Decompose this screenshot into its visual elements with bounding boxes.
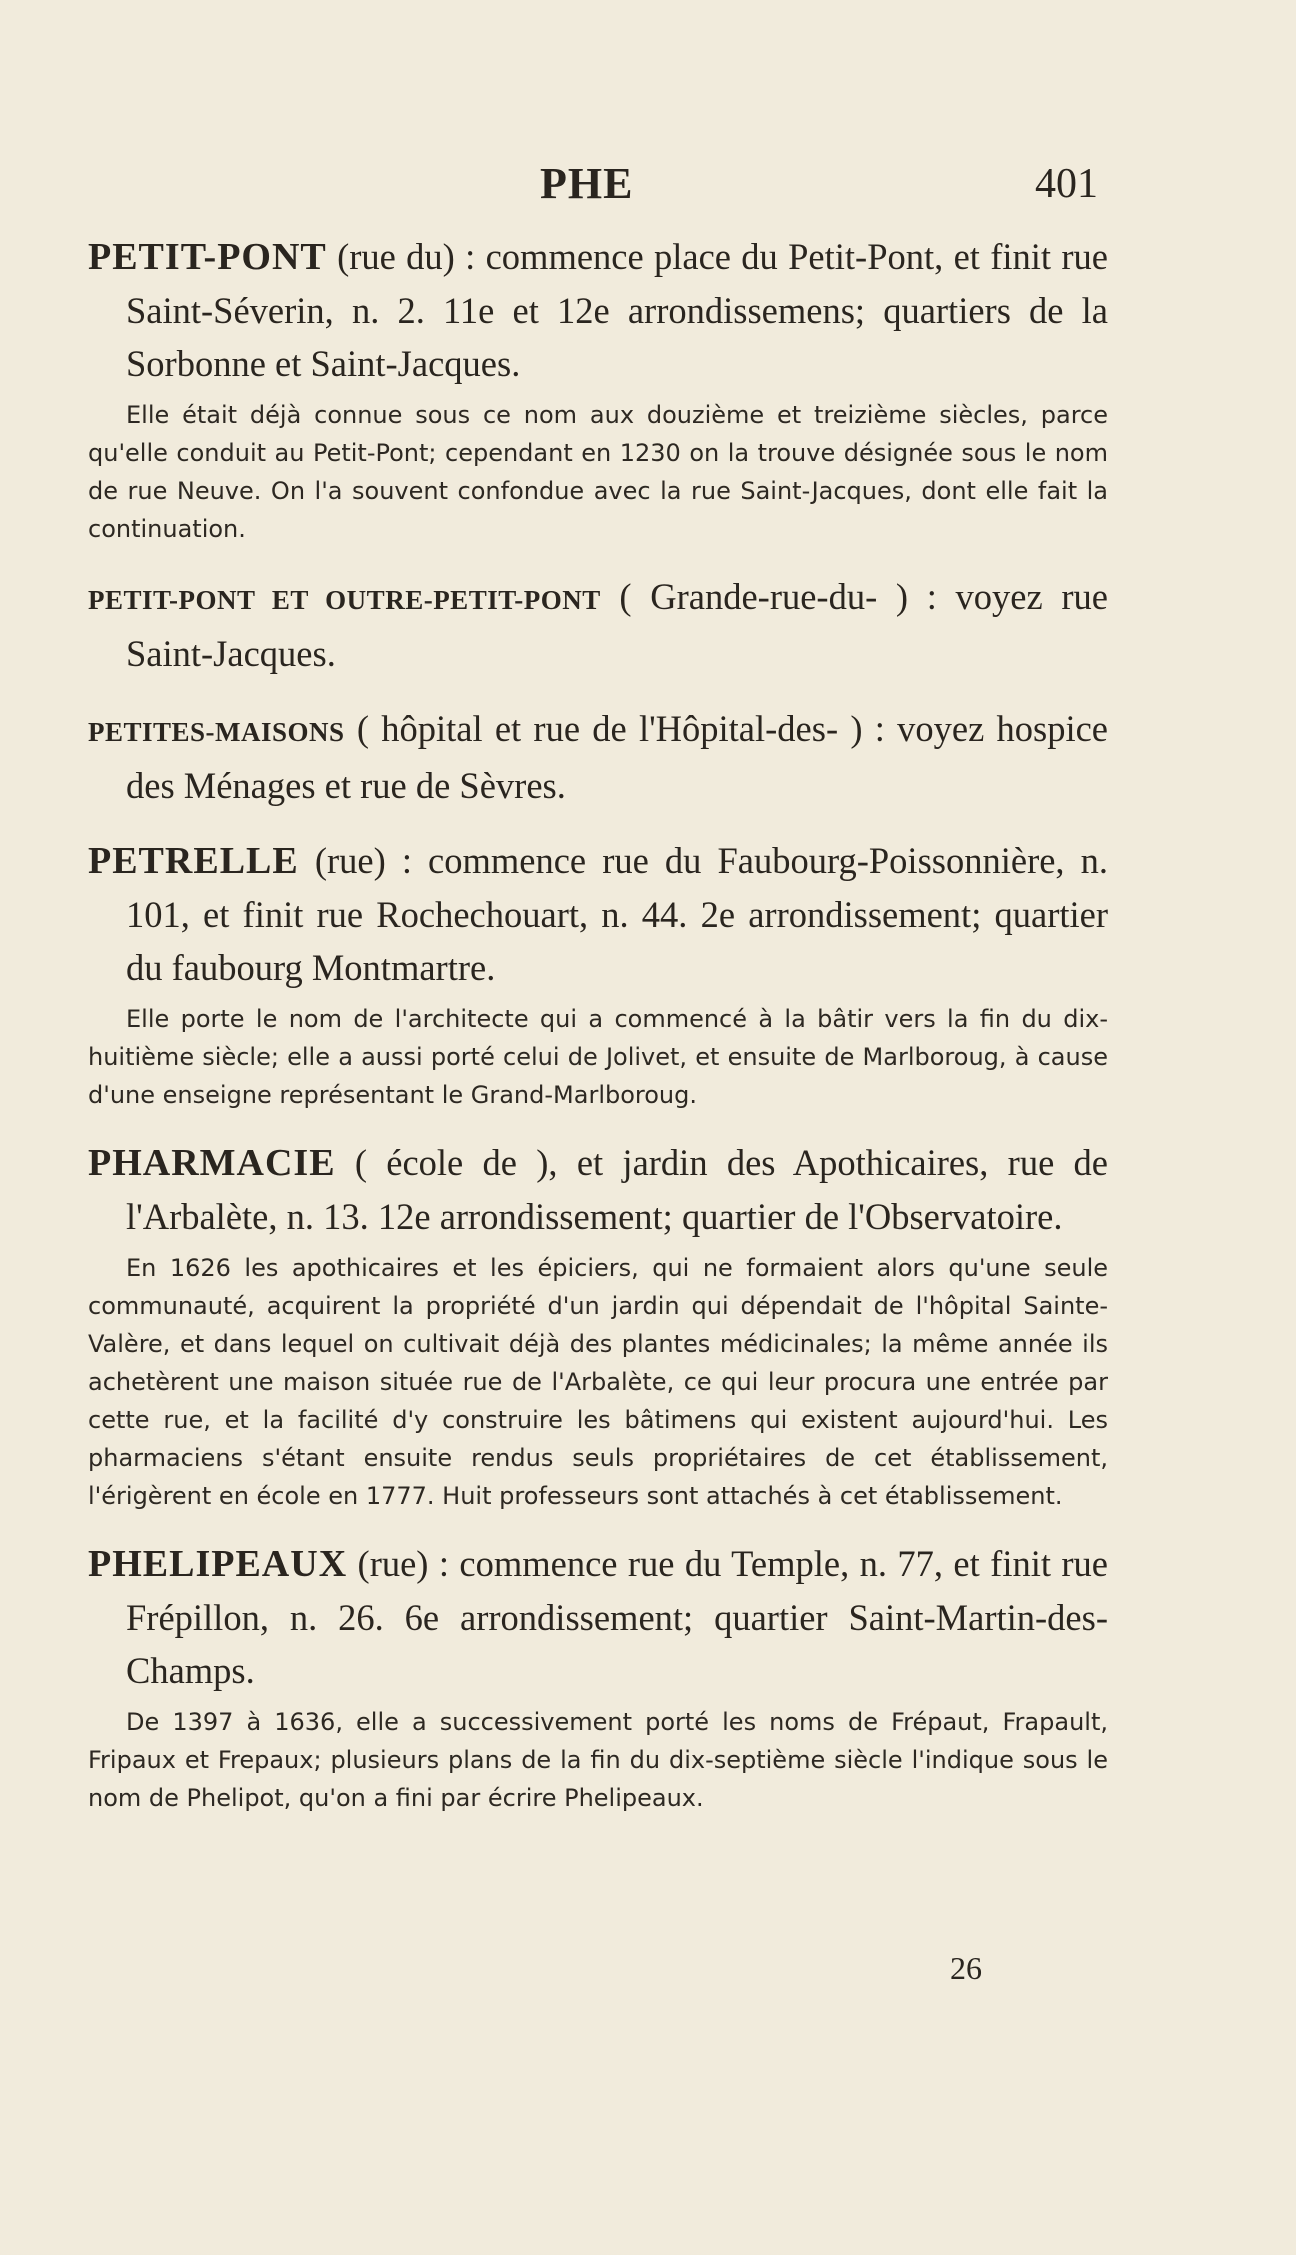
entry-body: ( Grande-rue-du- ) : voyez rue Saint-Jacques. bbox=[126, 576, 1108, 674]
entry-body: ( école de ), et jardin des Apothicaires, rue de l'Arbalète, n. 13. 12e arrondissement; quartier de l'Observatoire. bbox=[126, 1142, 1109, 1237]
entry-main bbox=[88, 834, 1108, 994]
entry-main bbox=[88, 702, 1108, 812]
entry-note: De 1397 à 1636, elle a successivement porté les noms de Frépaut, Frapault, Fripaux et Frepaux; plusieurs plans de la fin du dix-septième siècle l'indique sous le nom de Phelipot, qu'on a fini par écrire Phelipeaux. bbox=[88, 1708, 1108, 1812]
entry-headword: PETITES-MAISONS bbox=[88, 717, 345, 747]
entry-headword: PETIT-PONT ET OUTRE-PETIT-PONT bbox=[88, 585, 601, 615]
entry-note: Elle était déjà connue sous ce nom aux douzième et treizième siècles, parce qu'elle conduit au Petit-Pont; cependant en 1230 on la trouve désignée sous le nom de rue Neuve. On l'a souvent confondue avec la rue Saint-Jacques, dont elle fait la continuation. bbox=[88, 401, 1108, 543]
running-head: PHE bbox=[540, 159, 634, 208]
entry-phelipeaux bbox=[88, 1537, 1108, 1817]
entry-body: ( hôpital et rue de l'Hôpital-des- ) : voyez hospice des Ménages et rue de Sèvres. bbox=[126, 708, 1109, 806]
entry-petit-pont bbox=[88, 230, 1108, 548]
entry-headword: PETRELLE bbox=[88, 840, 299, 882]
entry-petrelle bbox=[88, 834, 1108, 1114]
entry-petites-maisons bbox=[88, 702, 1108, 812]
signature-mark: 26 bbox=[950, 1950, 982, 1986]
entry-note: En 1626 les apothicaires et les épiciers, qui ne formaient alors qu'une seule communauté, acquirent la propriété d'un jardin qui dépendait de l'hôpital Sainte-Valère, et dans lequel on cultivait déjà des plantes médicinales; la même année ils achetèrent une maison située rue de l'Arbalète, ce qui leur procura une entrée par cette rue, et la facilité d'y construire les bâtimens qui existent aujourd'hui. Les pharmaciens s'étant ensuite rendus seuls propriétaires de cet établissement, l'érigèrent en école en 1777. Huit professeurs sont attachés à cet établissement. bbox=[88, 1254, 1108, 1510]
entry-main bbox=[88, 1537, 1108, 1697]
entry-body: (rue) : commence rue du Temple, n. 77, et finit rue Frépillon, n. 26. 6e arrondissement; quartier Saint-Martin-des-Champs. bbox=[126, 1543, 1108, 1691]
entry-grande-rue-du-petit-pont bbox=[88, 570, 1108, 680]
entry-note: Elle porte le nom de l'architecte qui a commencé à la bâtir vers la fin du dix-huitième siècle; elle a aussi porté celui de Jolivet, et ensuite de Marlboroug, à cause d'une enseigne représentant le Grand-Marlboroug. bbox=[88, 1005, 1108, 1109]
page-number: 401 bbox=[1035, 161, 1098, 207]
entry-body: (rue) : commence rue du Faubourg-Poissonnière, n. 101, et finit rue Rochechouart, n. 44. 2e arrondissement; quartier du faubourg Montmartre. bbox=[126, 840, 1109, 988]
entry-body: (rue du) : commence place du Petit-Pont, et finit rue Saint-Séverin, n. 2. 11e et 12e arrondissemens; quartiers de la Sorbonne et Saint-Jacques. bbox=[126, 236, 1108, 384]
entry-main bbox=[88, 570, 1108, 680]
entry-main bbox=[88, 230, 1108, 390]
entry-headword: PHELIPEAUX bbox=[88, 1543, 348, 1585]
entry-headword: PHARMACIE bbox=[88, 1142, 336, 1184]
entry-pharmacie bbox=[88, 1136, 1108, 1515]
dictionary-entries bbox=[88, 230, 1108, 1839]
entry-main bbox=[88, 1136, 1108, 1243]
entry-headword: PETIT-PONT bbox=[88, 236, 327, 278]
page-header bbox=[0, 150, 1296, 210]
